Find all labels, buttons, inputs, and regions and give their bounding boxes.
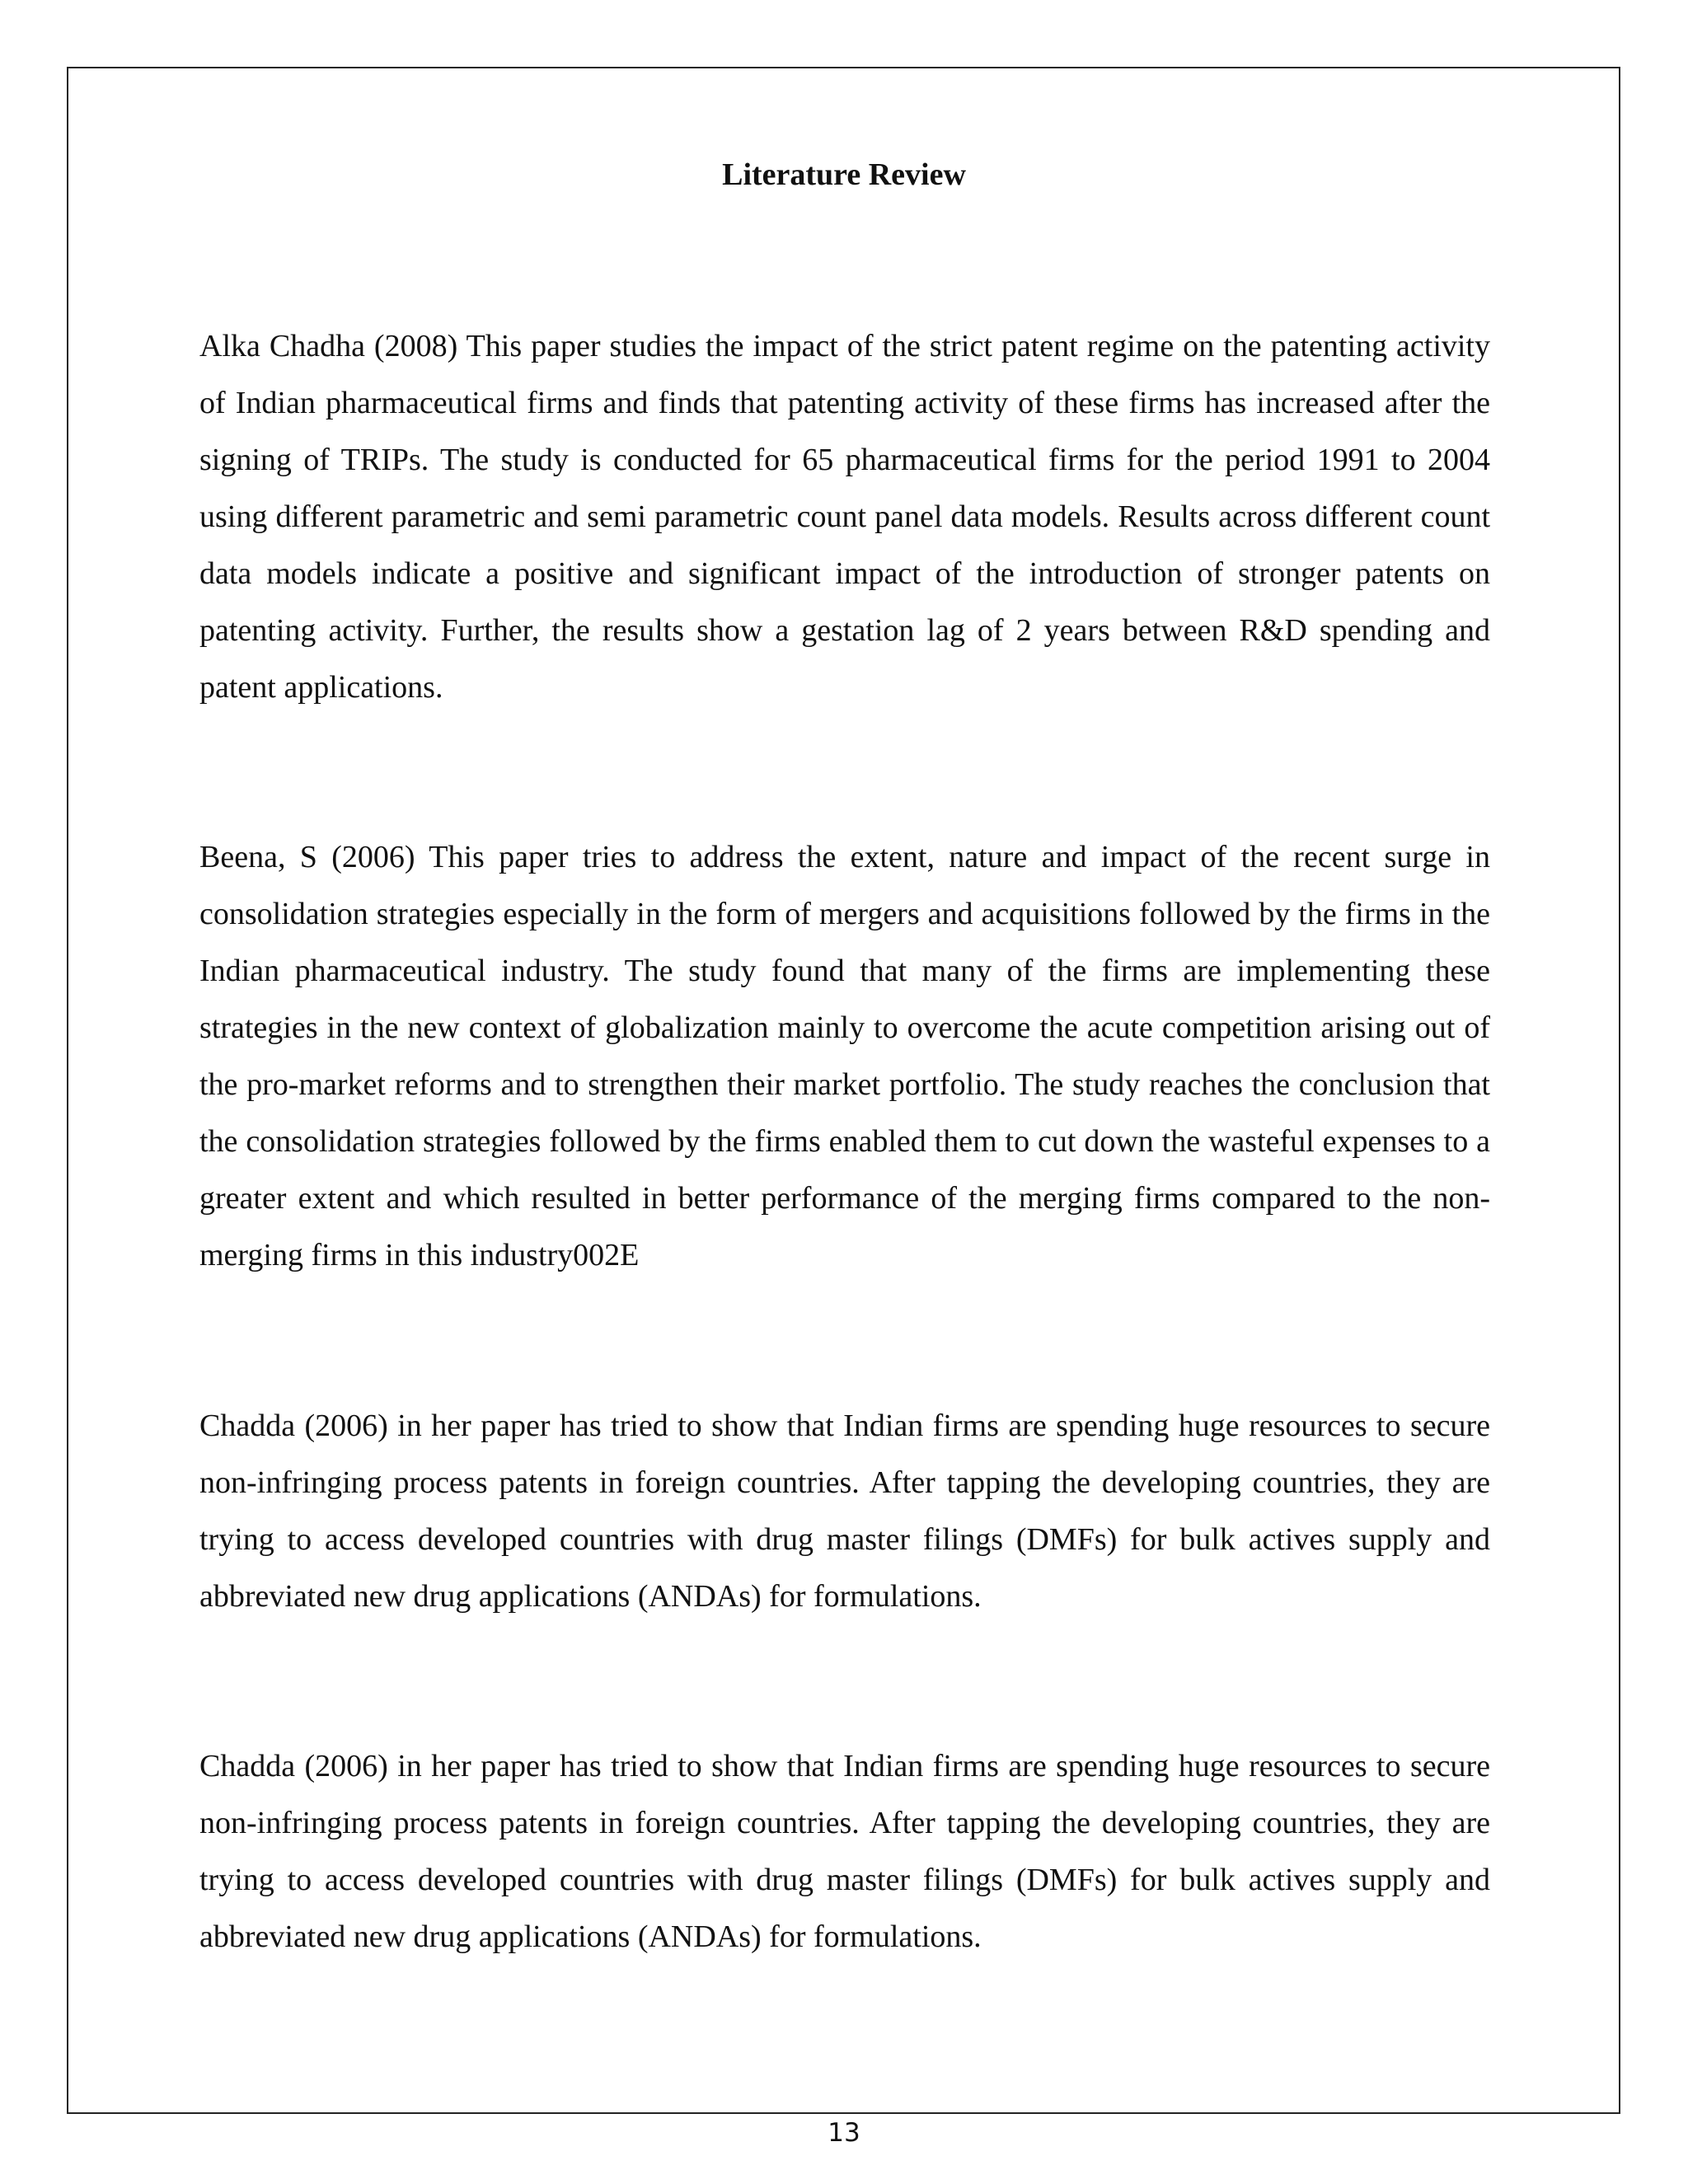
paragraph-chadda-second: Chadda (2006) in her paper has tried to show that Indian firms are spending huge resources to secure non-infringing process patents in foreign countries. After tapping the developing countries, they are trying to access developed countries with drug master filings (DMFs) for bulk actives supply and abbreviated new drug applications (ANDAs) for formulations. [199,1749,1490,1954]
paragraph-chadda-first: Chadda (2006) in her paper has tried to show that Indian firms are spending huge resources to secure non-infringing process patents in foreign countries. After tapping the developing countries, they are trying to access developed countries with drug master filings (DMFs) for bulk actives supply and abbreviated new drug applications (ANDAs) for formulations. [199,1408,1490,1614]
page-number: 13 [828,2118,860,2148]
page-title: Literature Review [722,157,966,192]
paragraph-beena: Beena, S (2006) This paper tries to address the extent, nature and impact of the recent surge in consolidation strategies especially in the form of mergers and acquisitions followed by the firms in the Indian pharmaceutical industry. The study found that many of the firms are implementing these strategies in the new context of globalization mainly to overcome the acute competition arising out of the pro-market reforms and to strengthen their market portfolio. The study reaches the conclusion that the consolidation strategies followed by the firms enabled them to cut down the wasteful expenses to a greater extent and which resulted in better performance of the merging firms compared to the non-merging firms in this industry002E [199,840,1490,1272]
paragraph-alka-chadha: Alka Chadha (2008) This paper studies the impact of the strict patent regime on the patenting activity of Indian pharmaceutical firms and finds that patenting activity of these firms has increased after the signing of TRIPs. The study is conducted for 65 pharmaceutical firms for the period 1991 to 2004 using different parametric and semi parametric count panel data models. Results across different count data models indicate a positive and significant impact of the introduction of stronger patents on patenting activity. Further, the results show a gestation lag of 2 years between R&D spending and patent applications. [199,329,1490,705]
